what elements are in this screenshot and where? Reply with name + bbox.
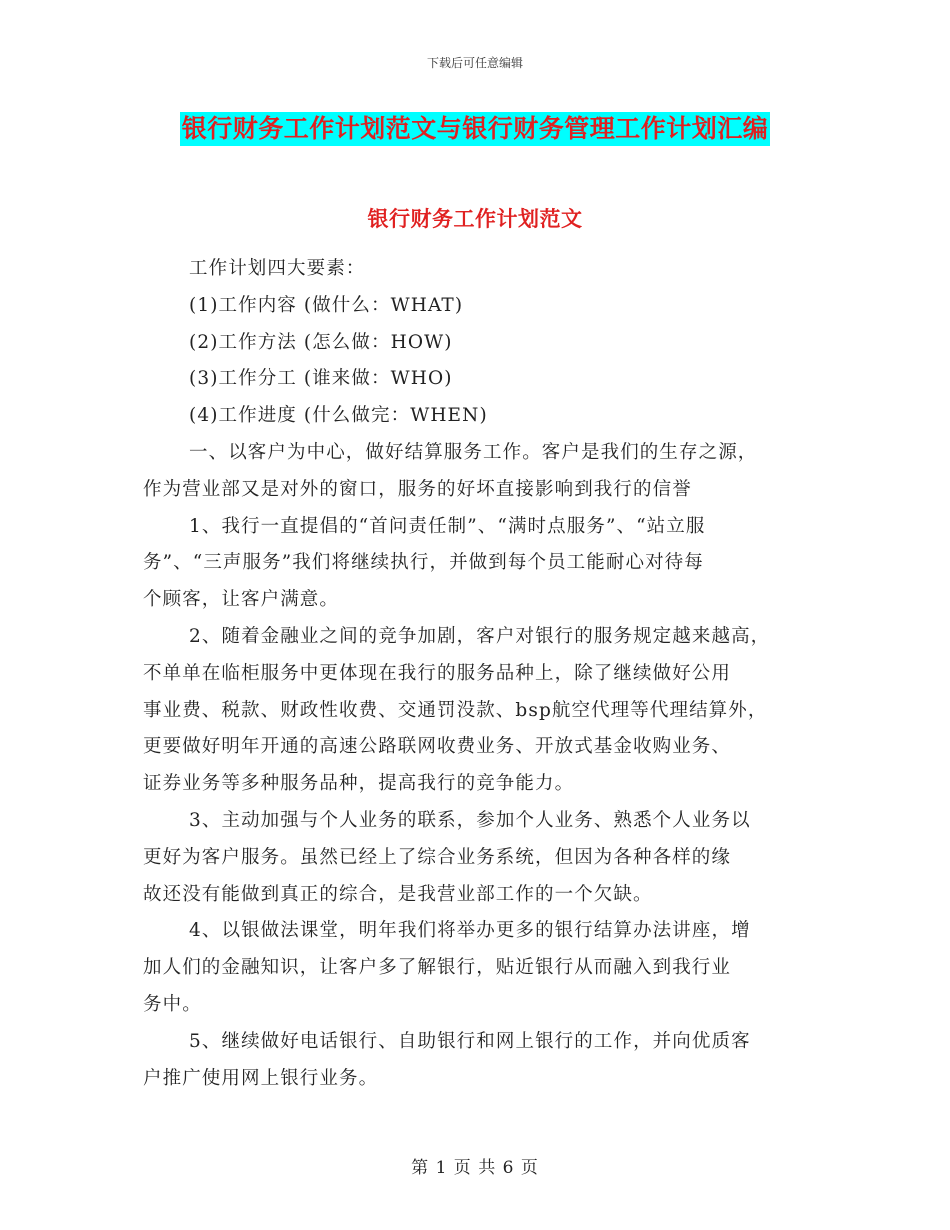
text-line: 务中。 [143,993,202,1015]
text-line: 更要做好明年开通的高速公路联网收费业务、开放式基金收购业务、 [143,736,732,758]
text-line: 作为营业部又是对外的窗口，服务的好坏直接影响到我行的信誉 [143,478,692,500]
text-line: 3、主动加强与个人业务的联系，参加个人业务、熟悉个人业务以 [189,809,751,831]
text-line: 户推广使用网上银行业务。 [143,1067,379,1089]
text-line: 4、以银做法课堂，明年我们将举办更多的银行结算办法讲座，增 [189,920,751,942]
text-line: 2、随着金融业之间的竞争加剧，客户对银行的服务规定越来越高， [189,625,771,647]
text-line: 一、以客户为中心，做好结算服务工作。客户是我们的生存之源， [189,441,758,463]
text-line: 事业费、税款、财政性收费、交通罚没款、bsp航空代理等代理结算外， [143,699,768,721]
text-line: (2)工作方法 (怎么做：HOW) [189,331,453,353]
text-line: 个顾客，让客户满意。 [143,589,340,611]
text-line: 务”、“三声服务”我们将继续执行，并做到每个员工能耐心对待每 [143,552,704,574]
text-line: 证券业务等多种服务品种，提高我行的竞争能力。 [143,773,575,795]
text-line: (4)工作进度 (什么做完：WHEN) [189,405,488,427]
body-text [143,251,813,1097]
text-line: (1)工作内容 (做什么：WHAT) [189,294,464,316]
text-line: (3)工作分工 (谁来做：WHO) [189,368,453,390]
text-line: 不单单在临柜服务中更体现在我行的服务品种上，除了继续做好公用 [143,662,732,684]
main-title: 银行财务工作计划范文与银行财务管理工作计划汇编 [180,112,771,146]
text-line: 1、我行一直提倡的“首问责任制”、“满时点服务”、“站立服 [189,515,706,537]
text-line: 5、继续做好电话银行、自助银行和网上银行的工作，并向优质客 [189,1030,751,1052]
section-title: 银行财务工作计划范文 [367,206,583,231]
main-title-container [0,112,950,146]
page-footer: 第 1 页 共 6 页 [411,1158,539,1178]
text-line: 加人们的金融知识，让客户多了解银行，贴近银行从而融入到我行业 [143,957,732,979]
text-line: 故还没有能做到真正的综合，是我营业部工作的一个欠缺。 [143,883,653,905]
header-note: 下载后可任意编辑 [426,56,523,70]
text-line: 工作计划四大要素： [189,258,366,279]
text-line: 更好为客户服务。虽然已经上了综合业务系统，但因为各种各样的缘 [143,846,732,868]
